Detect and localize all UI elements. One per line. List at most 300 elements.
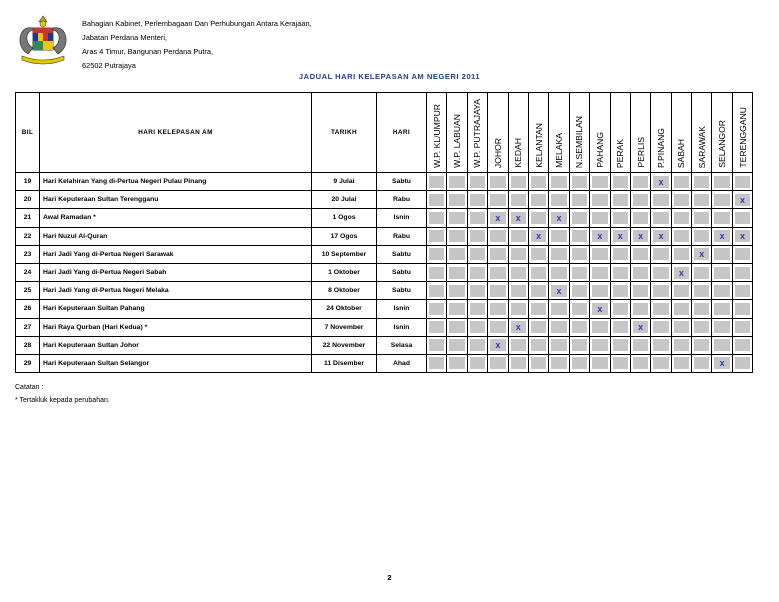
column-header-state (447, 93, 467, 173)
state-cell-fill (429, 321, 444, 333)
state-label: PERAK (615, 138, 626, 168)
state-cell-fill (429, 303, 444, 315)
state-cell-fill (490, 285, 505, 297)
state-cell (610, 354, 630, 372)
state-cell (692, 300, 712, 318)
state-cell-fill (429, 339, 444, 351)
state-cell-fill (714, 303, 729, 315)
holiday-day: Sabtu (377, 282, 427, 300)
state-cell (630, 173, 650, 191)
holiday-date: 22 November (312, 336, 377, 354)
state-cell (590, 173, 610, 191)
state-cell (651, 336, 671, 354)
state-cell-fill (633, 212, 648, 224)
state-cell (528, 191, 548, 209)
state-cell-fill (653, 267, 668, 279)
state-cell-fill (674, 339, 689, 351)
state-cell (569, 227, 589, 245)
state-cell (692, 282, 712, 300)
state-cell-fill (674, 285, 689, 297)
state-cell-fill (531, 230, 546, 242)
state-cell-fill (449, 267, 464, 279)
row-number: 27 (16, 318, 40, 336)
holiday-mark: x (597, 231, 603, 242)
state-cell-fill (490, 321, 505, 333)
state-cell-fill (429, 357, 444, 369)
state-cell (508, 245, 528, 263)
state-cell (692, 336, 712, 354)
state-cell (528, 209, 548, 227)
state-cell (447, 191, 467, 209)
state-cell-fill (511, 212, 526, 224)
state-cell (712, 173, 732, 191)
state-cell-fill (633, 194, 648, 206)
state-cell (610, 245, 630, 263)
state-cell-fill (572, 357, 587, 369)
state-cell-fill (531, 339, 546, 351)
state-cell (488, 300, 508, 318)
state-cell (732, 227, 752, 245)
state-cell-fill (592, 303, 607, 315)
state-cell-fill (735, 212, 750, 224)
state-cell-fill (613, 357, 628, 369)
state-label: W.P. PUTRAJAYA (472, 99, 483, 168)
state-cell (692, 173, 712, 191)
state-cell-fill (633, 248, 648, 260)
state-cell-fill (735, 248, 750, 260)
state-label: PERLIS (635, 137, 646, 168)
state-cell-fill (449, 285, 464, 297)
state-cell (590, 300, 610, 318)
state-cell-fill (613, 176, 628, 188)
state-cell (651, 173, 671, 191)
state-cell (447, 300, 467, 318)
state-cell (427, 336, 447, 354)
state-cell-fill (511, 285, 526, 297)
state-cell (508, 336, 528, 354)
table-row (16, 263, 753, 281)
state-cell (712, 191, 732, 209)
row-number: 21 (16, 209, 40, 227)
state-cell (590, 354, 610, 372)
state-cell (671, 209, 691, 227)
state-cell-fill (572, 321, 587, 333)
state-cell (447, 263, 467, 281)
state-cell (488, 282, 508, 300)
column-header-state (569, 93, 589, 173)
state-cell-fill (714, 230, 729, 242)
state-cell-fill (470, 212, 485, 224)
state-cell (732, 173, 752, 191)
state-cell-fill (551, 230, 566, 242)
column-header-state (549, 93, 569, 173)
state-cell (671, 191, 691, 209)
state-cell (427, 173, 447, 191)
state-cell-fill (592, 357, 607, 369)
state-cell (692, 318, 712, 336)
state-cell (651, 245, 671, 263)
state-cell-fill (572, 212, 587, 224)
state-cell (590, 245, 610, 263)
state-cell (630, 263, 650, 281)
holiday-name: Hari Kelahiran Yang di-Pertua Negeri Pulau Pinang (40, 173, 312, 191)
state-cell (651, 209, 671, 227)
state-cell (447, 336, 467, 354)
holiday-mark: x (515, 212, 521, 223)
column-header-state (712, 93, 732, 173)
state-cell-fill (674, 267, 689, 279)
state-cell (508, 354, 528, 372)
state-cell-fill (551, 248, 566, 260)
state-cell-fill (572, 230, 587, 242)
holiday-name: Hari Keputeraan Sultan Selangor (40, 354, 312, 372)
state-cell (692, 263, 712, 281)
state-cell (732, 191, 752, 209)
state-cell (671, 282, 691, 300)
state-cell (549, 191, 569, 209)
state-cell-fill (531, 248, 546, 260)
column-header-state (467, 93, 487, 173)
row-number: 25 (16, 282, 40, 300)
state-cell (590, 318, 610, 336)
state-cell (569, 191, 589, 209)
state-cell (467, 191, 487, 209)
state-cell (467, 336, 487, 354)
table-row (16, 173, 753, 191)
state-cell-fill (653, 285, 668, 297)
state-cell-fill (674, 176, 689, 188)
state-cell (528, 336, 548, 354)
state-cell (508, 173, 528, 191)
state-label: JOHOR (492, 137, 503, 168)
column-header-state (671, 93, 691, 173)
state-cell (549, 209, 569, 227)
row-number: 23 (16, 245, 40, 263)
state-cell-fill (429, 248, 444, 260)
state-cell-fill (613, 285, 628, 297)
page-number: 2 (387, 573, 392, 582)
state-cell (488, 191, 508, 209)
holiday-date: 1 Oktober (312, 263, 377, 281)
state-cell (671, 263, 691, 281)
holiday-name: Hari Keputeraan Sultan Pahang (40, 300, 312, 318)
state-cell-fill (490, 339, 505, 351)
state-cell-fill (572, 339, 587, 351)
holiday-day: Isnin (377, 300, 427, 318)
holiday-table (15, 92, 753, 373)
holiday-name: Hari Jadi Yang di-Pertua Negeri Melaka (40, 282, 312, 300)
state-cell (508, 300, 528, 318)
state-cell-fill (429, 285, 444, 297)
state-cell-fill (633, 267, 648, 279)
state-cell-fill (613, 321, 628, 333)
state-cell (427, 300, 447, 318)
state-cell-fill (429, 194, 444, 206)
state-cell-fill (674, 194, 689, 206)
holiday-mark: x (740, 231, 746, 242)
state-cell (549, 282, 569, 300)
table-row (16, 336, 753, 354)
state-cell (488, 227, 508, 245)
state-cell-fill (633, 339, 648, 351)
state-cell (630, 209, 650, 227)
state-cell-fill (735, 194, 750, 206)
holiday-day: Sabtu (377, 173, 427, 191)
state-cell (651, 227, 671, 245)
state-cell-fill (735, 357, 750, 369)
state-cell-fill (613, 230, 628, 242)
state-cell-fill (694, 303, 709, 315)
state-cell (569, 282, 589, 300)
column-header-state (528, 93, 548, 173)
state-cell-fill (735, 339, 750, 351)
state-cell-fill (511, 194, 526, 206)
holiday-name: Awal Ramadan * (40, 209, 312, 227)
state-cell-fill (551, 339, 566, 351)
state-cell-fill (470, 357, 485, 369)
state-cell (590, 209, 610, 227)
holiday-mark: x (495, 340, 501, 351)
state-cell (549, 263, 569, 281)
holiday-name: Hari Raya Qurban (Hari Kedua) * (40, 318, 312, 336)
state-cell (630, 245, 650, 263)
state-cell-fill (653, 321, 668, 333)
state-cell (467, 300, 487, 318)
state-cell-fill (592, 212, 607, 224)
state-cell (651, 318, 671, 336)
state-cell (528, 173, 548, 191)
holiday-mark: x (719, 231, 725, 242)
state-label: MELAKA (554, 133, 565, 168)
state-cell-fill (694, 321, 709, 333)
notes (15, 381, 110, 407)
state-cell-fill (613, 212, 628, 224)
state-cell (712, 354, 732, 372)
holiday-date: 20 Julai (312, 191, 377, 209)
state-cell-fill (653, 303, 668, 315)
state-cell-fill (572, 176, 587, 188)
state-cell (712, 318, 732, 336)
holiday-mark: x (515, 322, 521, 333)
state-cell-fill (694, 248, 709, 260)
table-header-row (16, 93, 753, 173)
state-cell (508, 263, 528, 281)
state-cell-fill (694, 194, 709, 206)
state-cell (651, 282, 671, 300)
state-cell (528, 282, 548, 300)
holiday-mark: x (699, 249, 705, 260)
holiday-mark: x (658, 231, 664, 242)
row-number: 19 (16, 173, 40, 191)
column-header-date: TARIKH (312, 93, 377, 173)
state-cell-fill (429, 230, 444, 242)
state-cell (528, 300, 548, 318)
state-label: W.P. LABUAN (452, 114, 463, 168)
holiday-name: Hari Jadi Yang di-Pertua Negeri Sabah (40, 263, 312, 281)
state-cell (488, 263, 508, 281)
state-cell-fill (490, 176, 505, 188)
column-header-state (427, 93, 447, 173)
state-cell-fill (735, 285, 750, 297)
state-cell (549, 227, 569, 245)
state-cell-fill (449, 212, 464, 224)
state-cell-fill (613, 248, 628, 260)
state-cell (590, 191, 610, 209)
state-cell-fill (551, 267, 566, 279)
document-title: JADUAL HARI KELEPASAN AM NEGERI 2011 (298, 72, 481, 81)
state-cell-fill (490, 267, 505, 279)
state-cell-fill (735, 303, 750, 315)
state-cell (610, 263, 630, 281)
state-cell (549, 318, 569, 336)
state-cell-fill (490, 248, 505, 260)
state-cell (467, 318, 487, 336)
state-cell (569, 318, 589, 336)
holiday-mark: x (556, 212, 562, 223)
holiday-name: Hari Keputeraan Sultan Johor (40, 336, 312, 354)
state-cell-fill (653, 248, 668, 260)
state-cell-fill (633, 321, 648, 333)
state-cell (528, 318, 548, 336)
state-cell-fill (531, 321, 546, 333)
state-cell-fill (592, 267, 607, 279)
state-cell (712, 227, 732, 245)
state-cell-fill (531, 176, 546, 188)
state-cell (427, 191, 447, 209)
column-header-holiday: HARI KELEPASAN AM (40, 93, 312, 173)
state-cell-fill (653, 339, 668, 351)
state-cell-fill (613, 194, 628, 206)
state-label: SARAWAK (696, 125, 707, 168)
state-cell-fill (511, 357, 526, 369)
state-cell (692, 191, 712, 209)
state-cell (528, 354, 548, 372)
state-cell (528, 227, 548, 245)
column-header-state (590, 93, 610, 173)
state-cell-fill (449, 339, 464, 351)
state-cell (671, 173, 691, 191)
state-label: KEDAH (513, 138, 524, 168)
state-cell-fill (714, 357, 729, 369)
table-row (16, 354, 753, 372)
state-cell (610, 227, 630, 245)
state-cell-fill (531, 303, 546, 315)
column-header-state (508, 93, 528, 173)
state-cell (427, 227, 447, 245)
state-cell (549, 173, 569, 191)
holiday-mark: x (495, 212, 501, 223)
state-cell-fill (470, 194, 485, 206)
state-cell (610, 173, 630, 191)
state-cell-fill (490, 212, 505, 224)
state-cell (467, 209, 487, 227)
state-cell (630, 282, 650, 300)
state-cell-fill (449, 248, 464, 260)
state-cell-fill (592, 339, 607, 351)
state-cell-fill (531, 194, 546, 206)
state-cell (610, 300, 630, 318)
state-cell (508, 227, 528, 245)
state-cell (712, 209, 732, 227)
state-cell-fill (511, 339, 526, 351)
state-cell (671, 300, 691, 318)
state-cell (569, 336, 589, 354)
holiday-date: 9 Julai (312, 173, 377, 191)
coat-of-arms-crest (14, 14, 72, 66)
state-cell-fill (531, 212, 546, 224)
row-number: 29 (16, 354, 40, 372)
holiday-mark: x (597, 303, 603, 314)
state-cell (427, 354, 447, 372)
state-cell-fill (653, 357, 668, 369)
state-cell-fill (572, 303, 587, 315)
state-cell (590, 263, 610, 281)
state-cell-fill (653, 230, 668, 242)
state-cell-fill (490, 303, 505, 315)
state-cell-fill (694, 176, 709, 188)
state-cell-fill (449, 176, 464, 188)
holiday-mark: x (678, 267, 684, 278)
state-cell (671, 336, 691, 354)
state-cell (671, 245, 691, 263)
state-cell-fill (511, 303, 526, 315)
state-cell-fill (449, 303, 464, 315)
holiday-mark: x (719, 358, 725, 369)
state-cell-fill (592, 230, 607, 242)
state-cell-fill (470, 303, 485, 315)
state-cell-fill (429, 176, 444, 188)
state-cell-fill (511, 321, 526, 333)
state-cell (590, 336, 610, 354)
state-cell-fill (449, 194, 464, 206)
state-cell (712, 336, 732, 354)
state-cell (610, 282, 630, 300)
holiday-day: Ahad (377, 354, 427, 372)
state-label: PAHANG (594, 132, 605, 168)
state-cell (447, 209, 467, 227)
column-header-state (610, 93, 630, 173)
state-cell-fill (551, 321, 566, 333)
state-cell (630, 354, 650, 372)
holiday-name: Hari Keputeraan Sultan Terengganu (40, 191, 312, 209)
holiday-name: Hari Nuzul Al-Quran (40, 227, 312, 245)
holiday-mark: x (638, 322, 644, 333)
state-cell (732, 354, 752, 372)
holiday-day: Isnin (377, 209, 427, 227)
column-header-state (630, 93, 650, 173)
table-row (16, 191, 753, 209)
state-cell-fill (714, 212, 729, 224)
holiday-date: 17 Ogos (312, 227, 377, 245)
state-cell (467, 263, 487, 281)
state-cell-fill (490, 194, 505, 206)
state-cell-fill (551, 357, 566, 369)
column-header-day: HARI (377, 93, 427, 173)
state-label: SELANGOR (717, 120, 728, 168)
state-cell (427, 282, 447, 300)
state-cell-fill (449, 357, 464, 369)
state-cell-fill (613, 267, 628, 279)
state-cell (447, 245, 467, 263)
state-cell (732, 263, 752, 281)
state-cell (651, 191, 671, 209)
state-cell-fill (674, 357, 689, 369)
state-cell-fill (674, 321, 689, 333)
state-cell-fill (653, 194, 668, 206)
table-row (16, 318, 753, 336)
column-header-state (692, 93, 712, 173)
state-cell (549, 354, 569, 372)
